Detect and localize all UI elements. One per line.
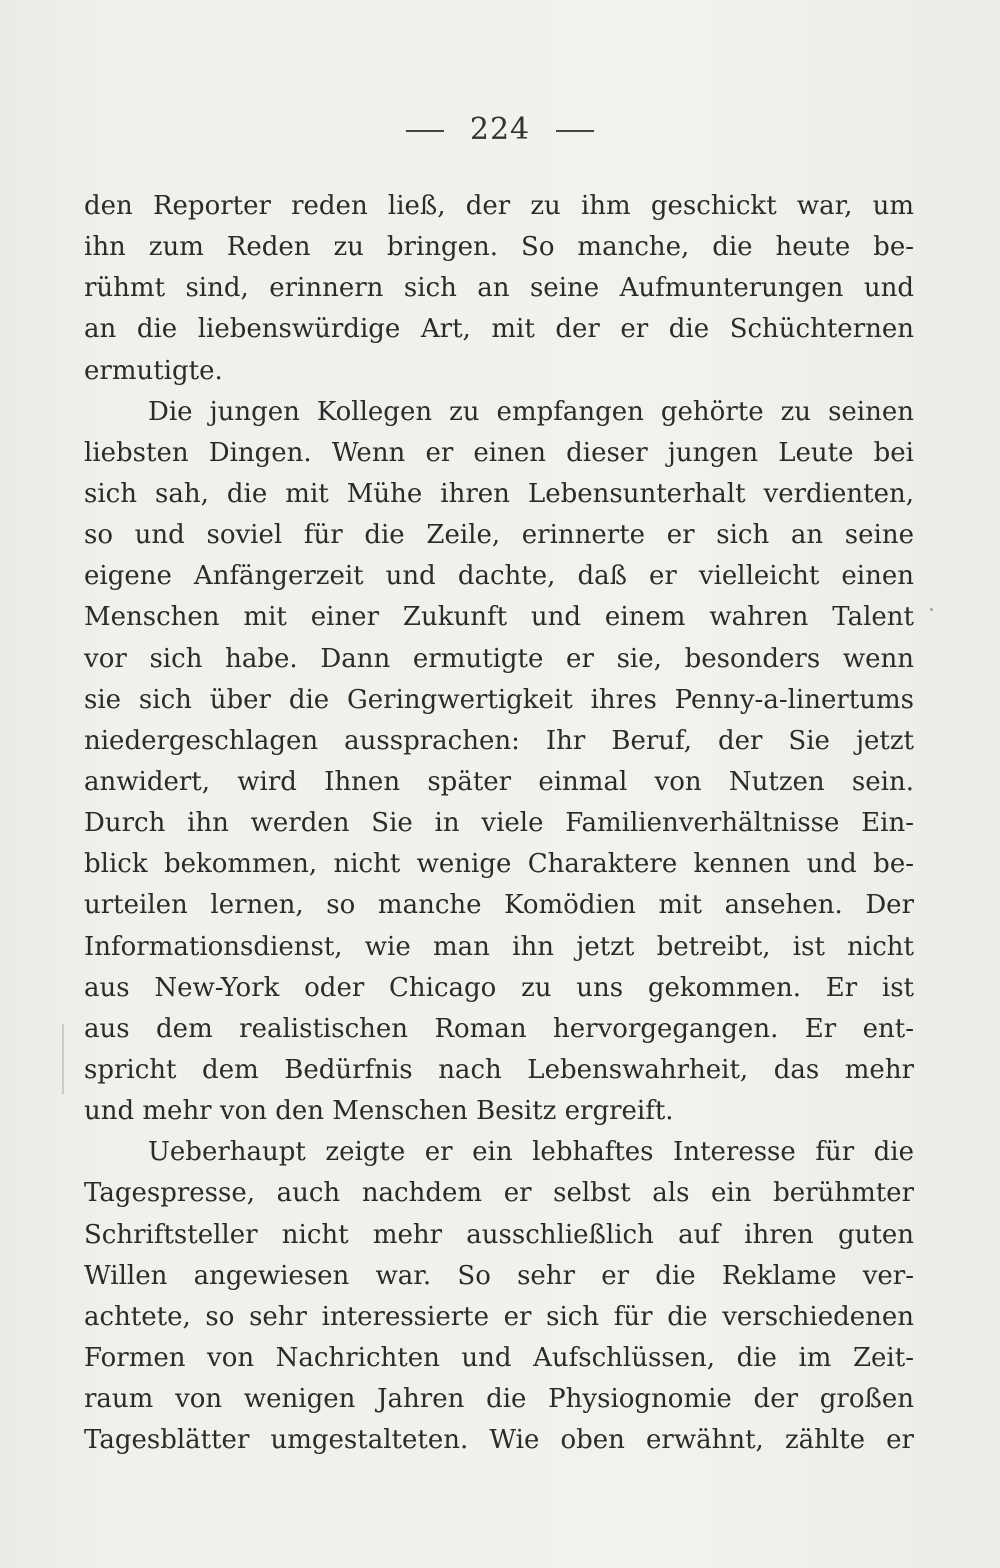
- text-line: urteilen lernen, so manche Komödien mit ansehen. Der: [84, 890, 914, 921]
- text-line: blick bekommen, nicht wenige Charaktere kennen und be-: [84, 849, 914, 880]
- text-line: vor sich habe. Dann ermutigte er sie, besonders wenn: [84, 643, 914, 674]
- text-line: spricht dem Bedürfnis nach Lebenswahrheit, das mehr: [84, 1054, 914, 1085]
- text-line: ihn zum Reden zu bringen. So manche, die heute be-: [84, 232, 914, 263]
- text-line: Durch ihn werden Sie in viele Familienverhältnisse Ein-: [84, 808, 914, 839]
- text-line: Schriftsteller nicht mehr ausschließlich auf ihren guten: [84, 1219, 914, 1250]
- paper-speck: [930, 608, 933, 611]
- header-dash-right: [556, 130, 594, 132]
- text-line: Willen angewiesen war. So sehr er die Reklame ver-: [84, 1260, 914, 1291]
- body-text: [84, 186, 914, 1461]
- text-line: Informationsdienst, wie man ihn jetzt betreibt, ist nicht: [84, 931, 914, 962]
- page-number: 224: [469, 112, 531, 147]
- text-line: sich sah, die mit Mühe ihren Lebensunterhalt verdienten,: [84, 478, 914, 509]
- text-line: ermutigte.: [84, 355, 223, 386]
- text-line: so und soviel für die Zeile, erinnerte er sich an seine: [84, 520, 914, 551]
- text-line: Formen von Nachrichten und Aufschlüssen, die im Zeit-: [84, 1342, 914, 1373]
- text-line: niedergeschlagen aussprachen: Ihr Beruf, der Sie jetzt: [84, 725, 914, 756]
- text-line: Die jungen Kollegen zu empfangen gehörte zu seinen: [148, 396, 914, 427]
- text-line: Tagespresse, auch nachdem er selbst als ein berühmter: [84, 1178, 914, 1209]
- text-line: raum von wenigen Jahren die Physiognomie der großen: [84, 1384, 914, 1415]
- header-dash-left: [406, 130, 444, 132]
- text-line: Tagesblätter umgestalteten. Wie oben erwähnt, zählte er: [84, 1425, 914, 1456]
- text-line: sie sich über die Geringwertigkeit ihres Penny-a-linertums: [84, 684, 914, 715]
- text-line: rühmt sind, erinnern sich an seine Aufmunterungen und: [84, 273, 914, 304]
- text-line: anwidert, wird Ihnen später einmal von Nutzen sein.: [84, 766, 914, 797]
- text-line: und mehr von den Menschen Besitz ergreift.: [84, 1096, 674, 1127]
- margin-mark: [62, 1024, 64, 1094]
- text-line: an die liebenswürdige Art, mit der er die Schüchternen: [84, 314, 914, 345]
- text-line: achtete, so sehr interessierte er sich für die verschiedenen: [84, 1301, 914, 1332]
- text-line: aus New-York oder Chicago zu uns gekommen. Er ist: [84, 972, 914, 1003]
- text-line: eigene Anfängerzeit und dachte, daß er vielleicht einen: [84, 561, 914, 592]
- text-line: Ueberhaupt zeigte er ein lebhaftes Interesse für die: [148, 1137, 914, 1168]
- text-line: den Reporter reden ließ, der zu ihm geschickt war, um: [84, 191, 914, 221]
- text-line: aus dem realistischen Roman hervorgegangen. Er ent-: [84, 1013, 914, 1044]
- page-header: [0, 112, 1000, 147]
- text-line: liebsten Dingen. Wenn er einen dieser jungen Leute bei: [84, 437, 914, 468]
- text-line: Menschen mit einer Zukunft und einem wahren Talent: [84, 602, 914, 633]
